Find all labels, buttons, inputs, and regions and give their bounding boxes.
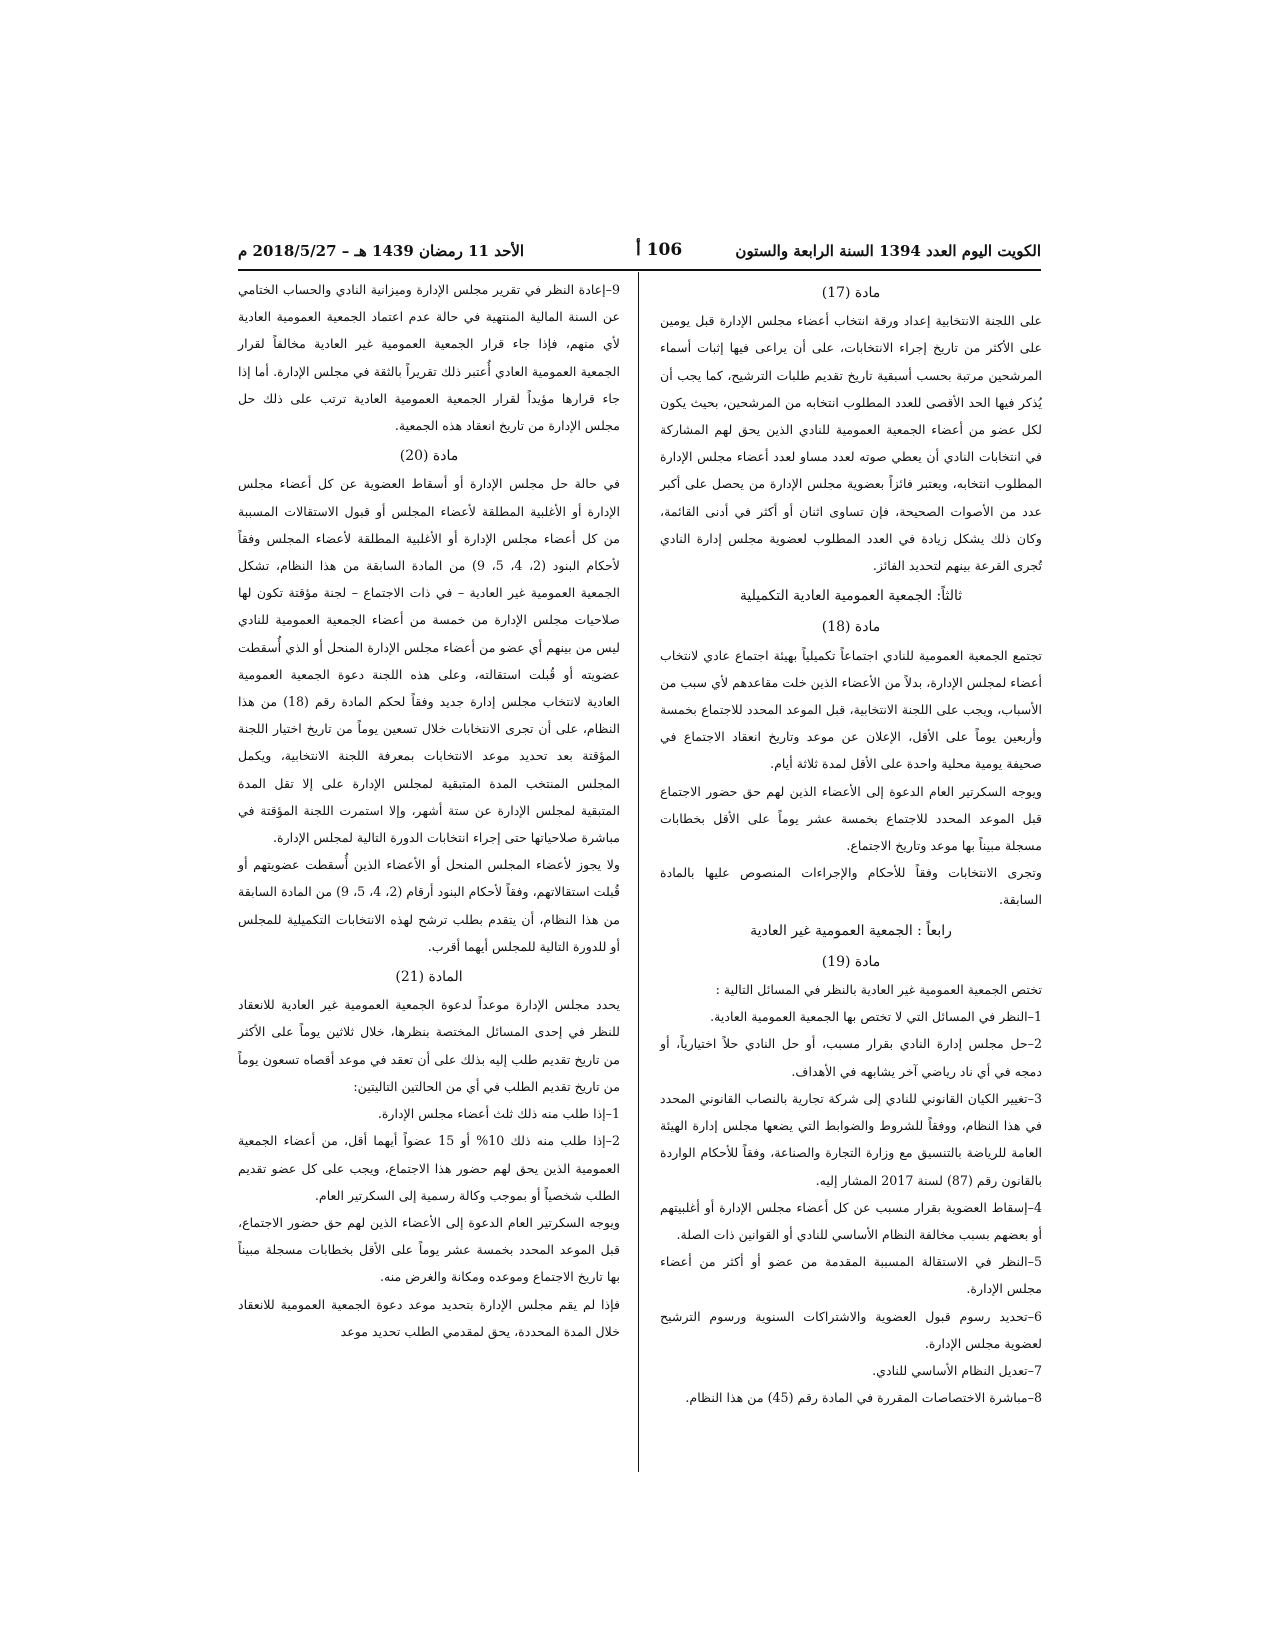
gazette-issue: الكويت اليوم العدد 1394 السنة الرابعة والستون (735, 242, 1041, 260)
right-column-paragraph: 4–إسقاط العضوية بقرار مسبب عن كل أعضاء مجلس الإدارة أو أغلبيتهم أو بعضهم بسبب مخالفة النظام الأساسي للنادي أو القوانين ذات الصلة. (660, 1199, 1042, 1242)
right-column-paragraph: 5–النظر في الاستقالة المسببة المقدمة من عضو أو أكثر من أعضاء مجلس الإدارة. (660, 1254, 1042, 1297)
right-column (660, 276, 1042, 1411)
right-column-paragraph: 3–تغيير الكيان القانوني للنادي إلى شركة تجارية بالنصاب القانوني المحدد في هذا النظام، ووفقاً للشروط والضوابط التي يضعها مجلس إدارة الهيئة العامة للرياضة بالتنسيق مع وزارة التجارة والصناعة، وفقاً للأحكام الواردة بالقانون رقم (87) لسنة 2017 المشار إليه. (660, 1090, 1042, 1188)
right-column-paragraph: 1–النظر في المسائل التي لا تختص بها الجمعية العمومية العادية. (710, 1009, 1042, 1025)
left-column-heading: المادة (21) (395, 969, 463, 986)
right-column-paragraph: تجتمع الجمعية العمومية للنادي اجتماعاً تكميلياً بهيئة اجتماع عادي لانتخاب أعضاء لمجلس الإدارة، بدلاً من الأعضاء الذين خلت مقاعدهم لأي سبب من الأسباب، ويجب على اللجنة الانتخابية، قبل الموعد المحدد للاجتماع بخمسة وأربعين يوماً على الأقل، الإعلان عن موعد وتاريخ انعقاد الاجتماع في صحيفة يومية محلية واحدة على الأقل لمدة ثلاثة أيام. (660, 647, 1042, 772)
right-column-paragraph: 6–تحديد رسوم قبول العضوية والاشتراكات السنوية ورسوم الترشيح لعضوية مجلس الإدارة. (660, 1308, 1042, 1351)
left-column-paragraph: 2–إذا طلب منه ذلك 10% أو 15 عضواً أيهما أقل، من أعضاء الجمعية العمومية الذين يحق لهم حضور هذا الاجتماع، ويجب على كل عضو تقديم الطلب شخصياً أو بموجب وكالة رسمية إلى السكرتير العام. (238, 1133, 620, 1203)
issue-date: الأحد 11 رمضان 1439 هـ – 2018/5/27 م (238, 242, 525, 260)
page-header (238, 238, 1041, 266)
right-column-paragraph: على اللجنة الانتخابية إعداد ورقة انتخاب أعضاء مجلس الإدارة قبل يومين على الأكثر من تاريخ إجراء الانتخابات، على أن يراعى فيها إثبات أسماء المرشحين مرتبة بحسب أسبقية تاريخ تقديم طلبات الترشيح، كما يجب أن يُذكر فيها الحد الأقصى للعدد المطلوب انتخابه من المرشحين، بحيث يكون لكل عضو من أعضاء الجمعية العمومية للنادي الذين يحق لهم المشاركة في انتخابات النادي أن يعطي صوته لعدد مساو لعدد أعضاء مجلس الإدارة المطلوب انتخابه، ويعتبر فائزاً بعضوية مجلس الإدارة من يحصل على أكبر عدد من الأصوات الصحيحة، فإن تساوى اثنان أو أكثر في أدنى القائمة، وكان ذلك يشكل زيادة في العدد المطلوب لعضوية مجلس إدارة النادي تُجرى القرعة بينهم لتحديد الفائز. (660, 313, 1042, 574)
right-column-paragraph: 2–حل مجلس إدارة النادي بقرار مسبب، أو حل النادي حلاً اختيارياً، أو دمجه في أي ناد رياضي آخر يشابهه في الأهداف. (660, 1036, 1042, 1079)
right-column-heading: مادة (19) (821, 953, 881, 970)
right-column-heading: ثالثاً: الجمعية العمومية العادية التكميلية (739, 588, 963, 605)
header-rule (238, 269, 1041, 271)
right-column-paragraph: 8–مباشرة الاختصاصات المقررة في المادة رقم (45) من هذا النظام. (685, 1390, 1042, 1406)
page-number: 106 أ (636, 240, 683, 260)
left-column-paragraph: في حالة حل مجلس الإدارة أو أسقاط العضوية عن كل أعضاء مجلس الإدارة أو الأغلبية المطلقة لأعضاء المجلس أو قبول الاستقالات المسببة من كل أعضاء مجلس الإدارة أو الأغلبية المطلقة لأعضاء المجلس وفقاً لأحكام البنود (2، 4، 5، 9) من المادة السابقة من هذا النظام، تشكل الجمعية العمومية غير العادية – في ذات الاجتماع – لجنة مؤقتة تكون لها صلاحيات مجلس الإدارة من خمسة من أعضاء الجمعية العمومية للنادي ليس من بينهم أي عضو من أعضاء مجلس الإدارة المنحل أو الذي أُسقطت عضويته أو قُبلت استقالته، وعلى هذه اللجنة دعوة الجمعية العمومية العادية لانتخاب مجلس إدارة جديد وفقاً لحكم المادة رقم (18) من هذا النظام، على أن تجرى الانتخابات خلال تسعين يوماً من تاريخ اختيار اللجنة المؤقتة بعد تحديد موعد الانتخابات بمعرفة اللجنة الانتخابية، ويكمل المجلس المنتخب المدة المتبقية لمجلس الإدارة على إلا تقل المدة المتبقية لمجلس الإدارة عن ستة أشهر، وإلا استمرت اللجنة المؤقتة في مباشرة صلاحياتها حتى إجراء انتخابات الدورة التالية لمجلس الإدارة. (238, 476, 620, 846)
right-column-paragraph: 7–تعديل النظام الأساسي للنادي. (872, 1362, 1042, 1378)
right-column-heading: مادة (18) (821, 619, 881, 636)
right-column-heading: رابعاً : الجمعية العمومية غير العادية (750, 922, 952, 939)
right-column-paragraph: وتجرى الانتخابات وفقاً للأحكام والإجراءات المنصوص عليها بالمادة السابقة. (660, 865, 1042, 908)
right-column-paragraph: تختص الجمعية العمومية غير العادية بالنظر في المسائل التالية : (715, 982, 1042, 998)
right-column-heading: مادة (17) (821, 285, 881, 301)
right-column-paragraph: ويوجه السكرتير العام الدعوة إلى الأعضاء الذين لهم حق حضور الاجتماع قبل الموعد المحدد للاجتماع بخمسة عشر يوماً على الأقل بخطابات مسجلة مبيناً بها موعد وتاريخ الاجتماع. (660, 783, 1042, 854)
left-column-paragraph: 9–إعادة النظر في تقرير مجلس الإدارة وميزانية النادي والحساب الختامي عن السنة المالية المنتهية في حالة عدم اعتماد الجمعية العمومية العادية لأي منهم، فإذا جاء قرار الجمعية العمومية غير العادية مخالفاً لقرار الجمعية العمومية العادي أُعتبر ذلك تقريراً بالثقة في مجلس الإدارة. أما إذا جاء قرارها مؤيداً لقرار الجمعية العمومية العادية ترتب على ذلك حل مجلس الإدارة من تاريخ انعقاد هذه الجمعية. (238, 282, 620, 434)
left-column-paragraph: ولا يجوز لأعضاء المجلس المنحل أو الأعضاء الذين أُسقطت عضويتهم أو قُبلت استقالاتهم، وفقاً لأحكام البنود أرقام (2، 4، 5، 9) من المادة السابقة من هذا النظام، أن يتقدم بطلب ترشح لهذه الانتخابات التكميلية للمجلس أو للدورة التالية للمجلس أيهما أقرب. (238, 857, 620, 954)
column-divider (638, 272, 639, 1472)
left-column-paragraph: ويوجه السكرتير العام الدعوة إلى الأعضاء الذين لهم حق حضور الاجتماع، قبل الموعد المحدد بخمسة عشر يوماً على الأقل بخطابات مسجلة مبيناً بها تاريخ الاجتماع وموعده ومكانة والغرض منه. (238, 1214, 620, 1285)
left-column-paragraph: فإذا لم يقم مجلس الإدارة بتحديد موعد دعوة الجمعية العمومية للانعقاد خلال المدة المحددة، يحق لمقدمي الطلب تحديد موعد (238, 1296, 620, 1339)
left-column (238, 276, 620, 1345)
left-column-paragraph: 1–إذا طلب منه ذلك ثلث أعضاء مجلس الإدارة. (377, 1106, 620, 1122)
left-column-paragraph: يحدد مجلس الإدارة موعداً لدعوة الجمعية العمومية غير العادية للانعقاد للنظر في إحدى المسائل المختصة بنظرها، خلال ثلاثين يوماً على الأكثر من تاريخ تقديم طلب إليه بذلك على أن تعقد في موعد أقصاه تسعون يوماً من تاريخ تقديم الطلب في أي من الحالتين التاليتين: (238, 997, 620, 1094)
left-column-heading: مادة (20) (399, 448, 459, 465)
